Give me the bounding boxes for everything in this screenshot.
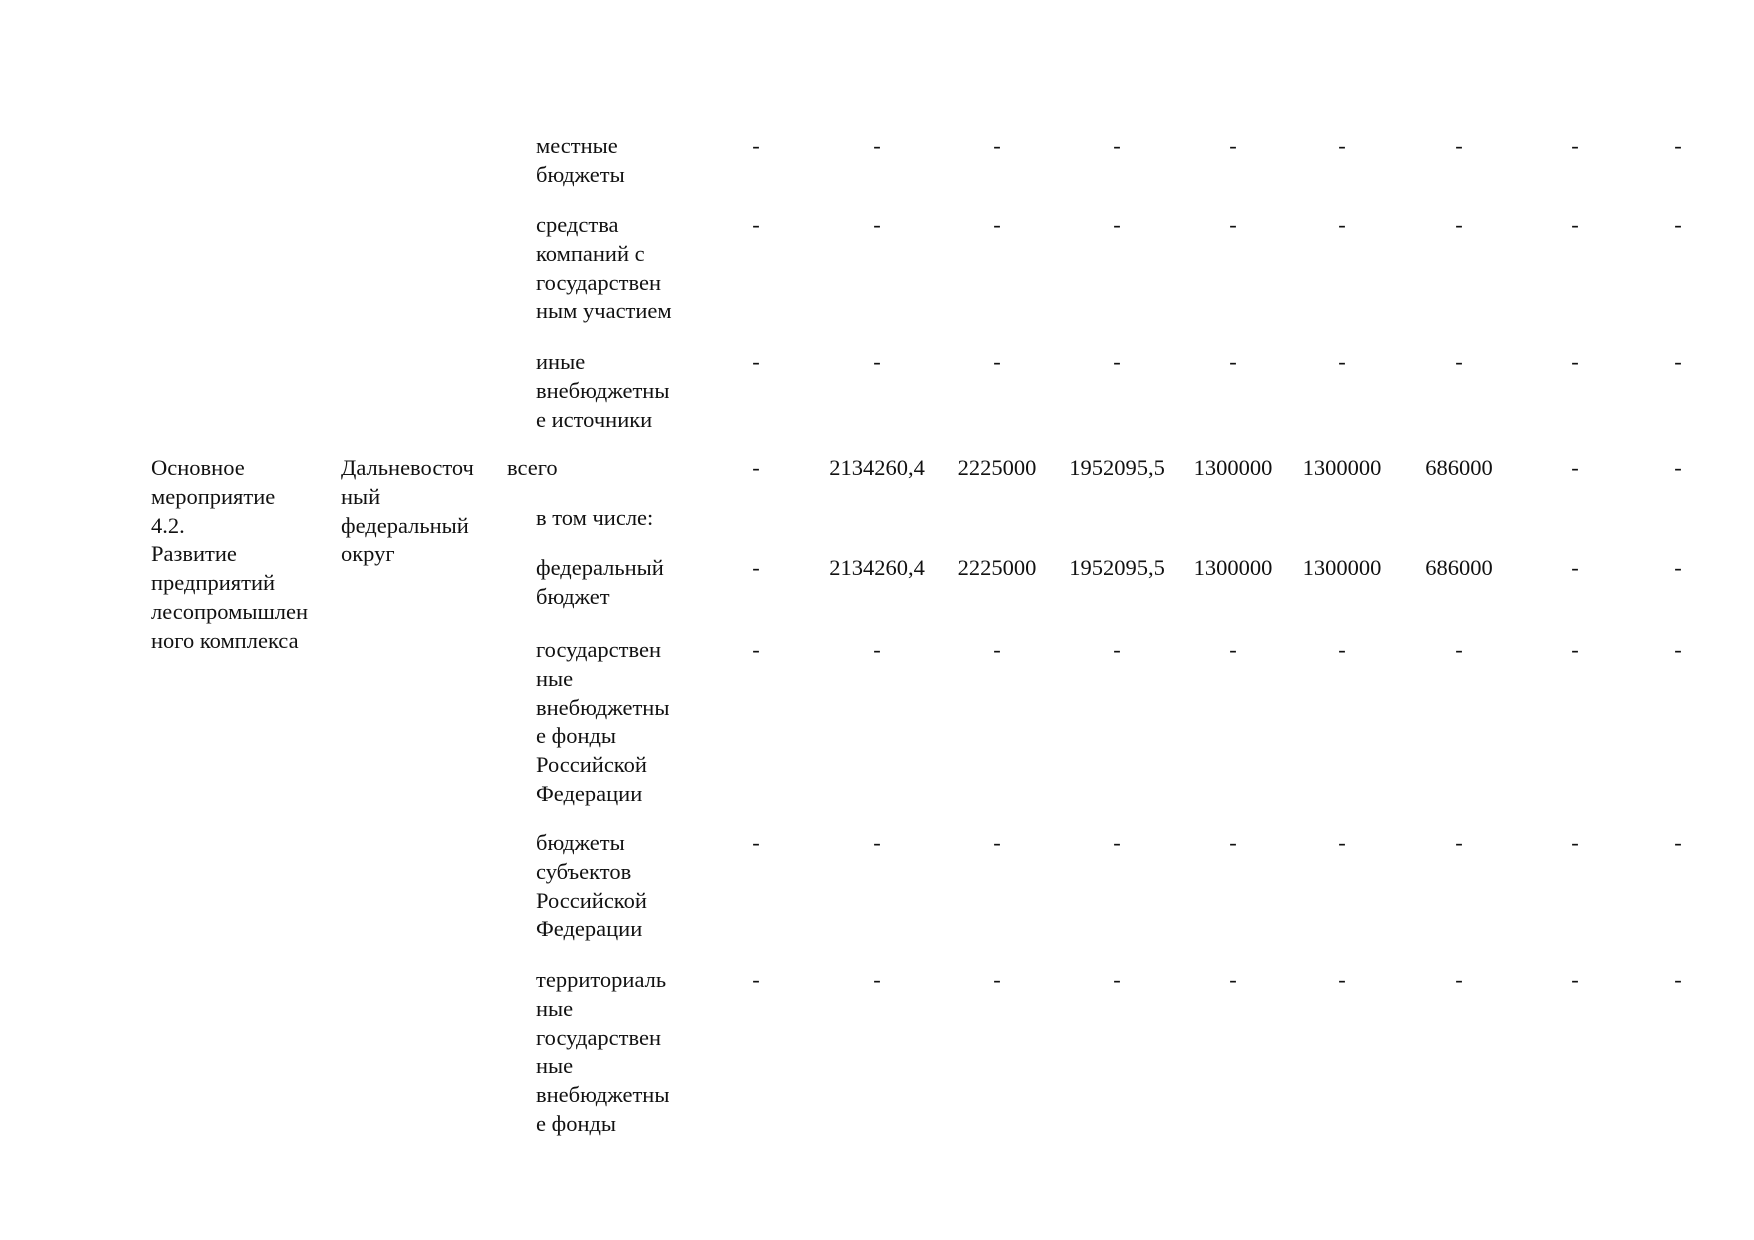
row-value-cell: - <box>1455 967 1463 992</box>
row-value-cell: - <box>752 133 760 158</box>
row-value-cell: 1952095,5 <box>1069 455 1165 480</box>
row-value-cell: - <box>1455 212 1463 237</box>
row-value-cell: - <box>1338 212 1346 237</box>
row-value-cell: - <box>1338 967 1346 992</box>
row-value-cell: - <box>1455 637 1463 662</box>
row-value-cell: - <box>1113 133 1121 158</box>
measure-title: Основное мероприятие 4.2. Развитие предприятий лесопромышлен ного комплекса <box>151 455 309 653</box>
row-value-cell: - <box>752 349 760 374</box>
row-label: бюджеты субъектов Российской Федерации <box>536 830 647 942</box>
row-value-cell: - <box>1674 455 1682 480</box>
row-value-cell: - <box>873 637 881 662</box>
row-value-cell: - <box>1571 830 1579 855</box>
row-value-cell: - <box>1674 967 1682 992</box>
row-value-cell: - <box>993 637 1001 662</box>
row-value-cell: - <box>1571 967 1579 992</box>
row-value-cell: - <box>1571 212 1579 237</box>
row-label: местные бюджеты <box>536 133 625 187</box>
row-value-cell: 1300000 <box>1302 455 1382 480</box>
row-value-cell: 1952095,5 <box>1069 555 1165 580</box>
row-value-cell: - <box>1571 555 1579 580</box>
row-value-cell: - <box>1338 349 1346 374</box>
row-value-cell: - <box>993 967 1001 992</box>
row-label: территориаль ные государствен ные внебюджетны е фонды <box>536 967 670 1136</box>
row-value-cell: - <box>993 212 1001 237</box>
row-value-cell: - <box>752 637 760 662</box>
row-value-cell: - <box>1338 830 1346 855</box>
row-value-cell: - <box>1229 133 1237 158</box>
row-label: государствен ные внебюджетны е фонды Российской Федерации <box>536 637 670 806</box>
row-value-cell: - <box>752 830 760 855</box>
row-value-cell: 2225000 <box>957 555 1037 580</box>
row-value-cell: - <box>1229 349 1237 374</box>
row-value-cell: 2225000 <box>957 455 1037 480</box>
row-value-cell: - <box>1338 133 1346 158</box>
row-value-cell: - <box>1338 637 1346 662</box>
row-value-cell: 1300000 <box>1302 555 1382 580</box>
row-value-cell: - <box>873 133 881 158</box>
row-value-cell: - <box>993 830 1001 855</box>
row-value-cell: 686000 <box>1425 455 1493 480</box>
row-value-cell: 686000 <box>1425 555 1493 580</box>
row-value-cell: - <box>1571 637 1579 662</box>
row-value-cell: - <box>1674 555 1682 580</box>
row-value-cell: - <box>1674 637 1682 662</box>
row-value-cell: - <box>993 133 1001 158</box>
row-value-cell: - <box>873 967 881 992</box>
row-value-cell: - <box>1455 830 1463 855</box>
row-value-cell: - <box>1571 133 1579 158</box>
row-value-cell: 1300000 <box>1193 555 1273 580</box>
row-value-cell: - <box>1229 212 1237 237</box>
row-value-cell: - <box>1113 637 1121 662</box>
row-value-cell: - <box>873 830 881 855</box>
row-value-cell: - <box>1229 637 1237 662</box>
row-value-cell: - <box>752 967 760 992</box>
row-value-cell: - <box>1229 967 1237 992</box>
row-value-cell: - <box>1229 830 1237 855</box>
row-value-cell: - <box>752 455 760 480</box>
row-value-cell: - <box>1113 212 1121 237</box>
row-value-cell: - <box>1455 349 1463 374</box>
row-value-cell: - <box>1674 830 1682 855</box>
row-value-cell: - <box>993 349 1001 374</box>
row-value-cell: - <box>873 349 881 374</box>
row-label: всего <box>507 455 558 480</box>
row-value-cell: - <box>1455 133 1463 158</box>
measure-region: Дальневосточ ный федеральный округ <box>341 455 474 567</box>
row-label: иные внебюджетны е источники <box>536 349 670 432</box>
row-label: в том числе: <box>536 505 654 530</box>
row-value-cell: 1300000 <box>1193 455 1273 480</box>
row-value-cell: - <box>1674 349 1682 374</box>
row-label: федеральный бюджет <box>536 555 664 609</box>
row-value-cell: - <box>873 212 881 237</box>
row-value-cell: - <box>752 212 760 237</box>
row-value-cell: - <box>1113 830 1121 855</box>
row-value-cell: - <box>1113 349 1121 374</box>
row-value-cell: - <box>1571 349 1579 374</box>
row-value-cell: 2134260,4 <box>829 455 925 480</box>
row-value-cell: - <box>752 555 760 580</box>
row-value-cell: - <box>1674 133 1682 158</box>
row-value-cell: - <box>1113 967 1121 992</box>
row-value-cell: - <box>1571 455 1579 480</box>
row-value-cell: 2134260,4 <box>829 555 925 580</box>
row-label: средства компаний с государствен ным участием <box>536 212 672 324</box>
row-value-cell: - <box>1674 212 1682 237</box>
